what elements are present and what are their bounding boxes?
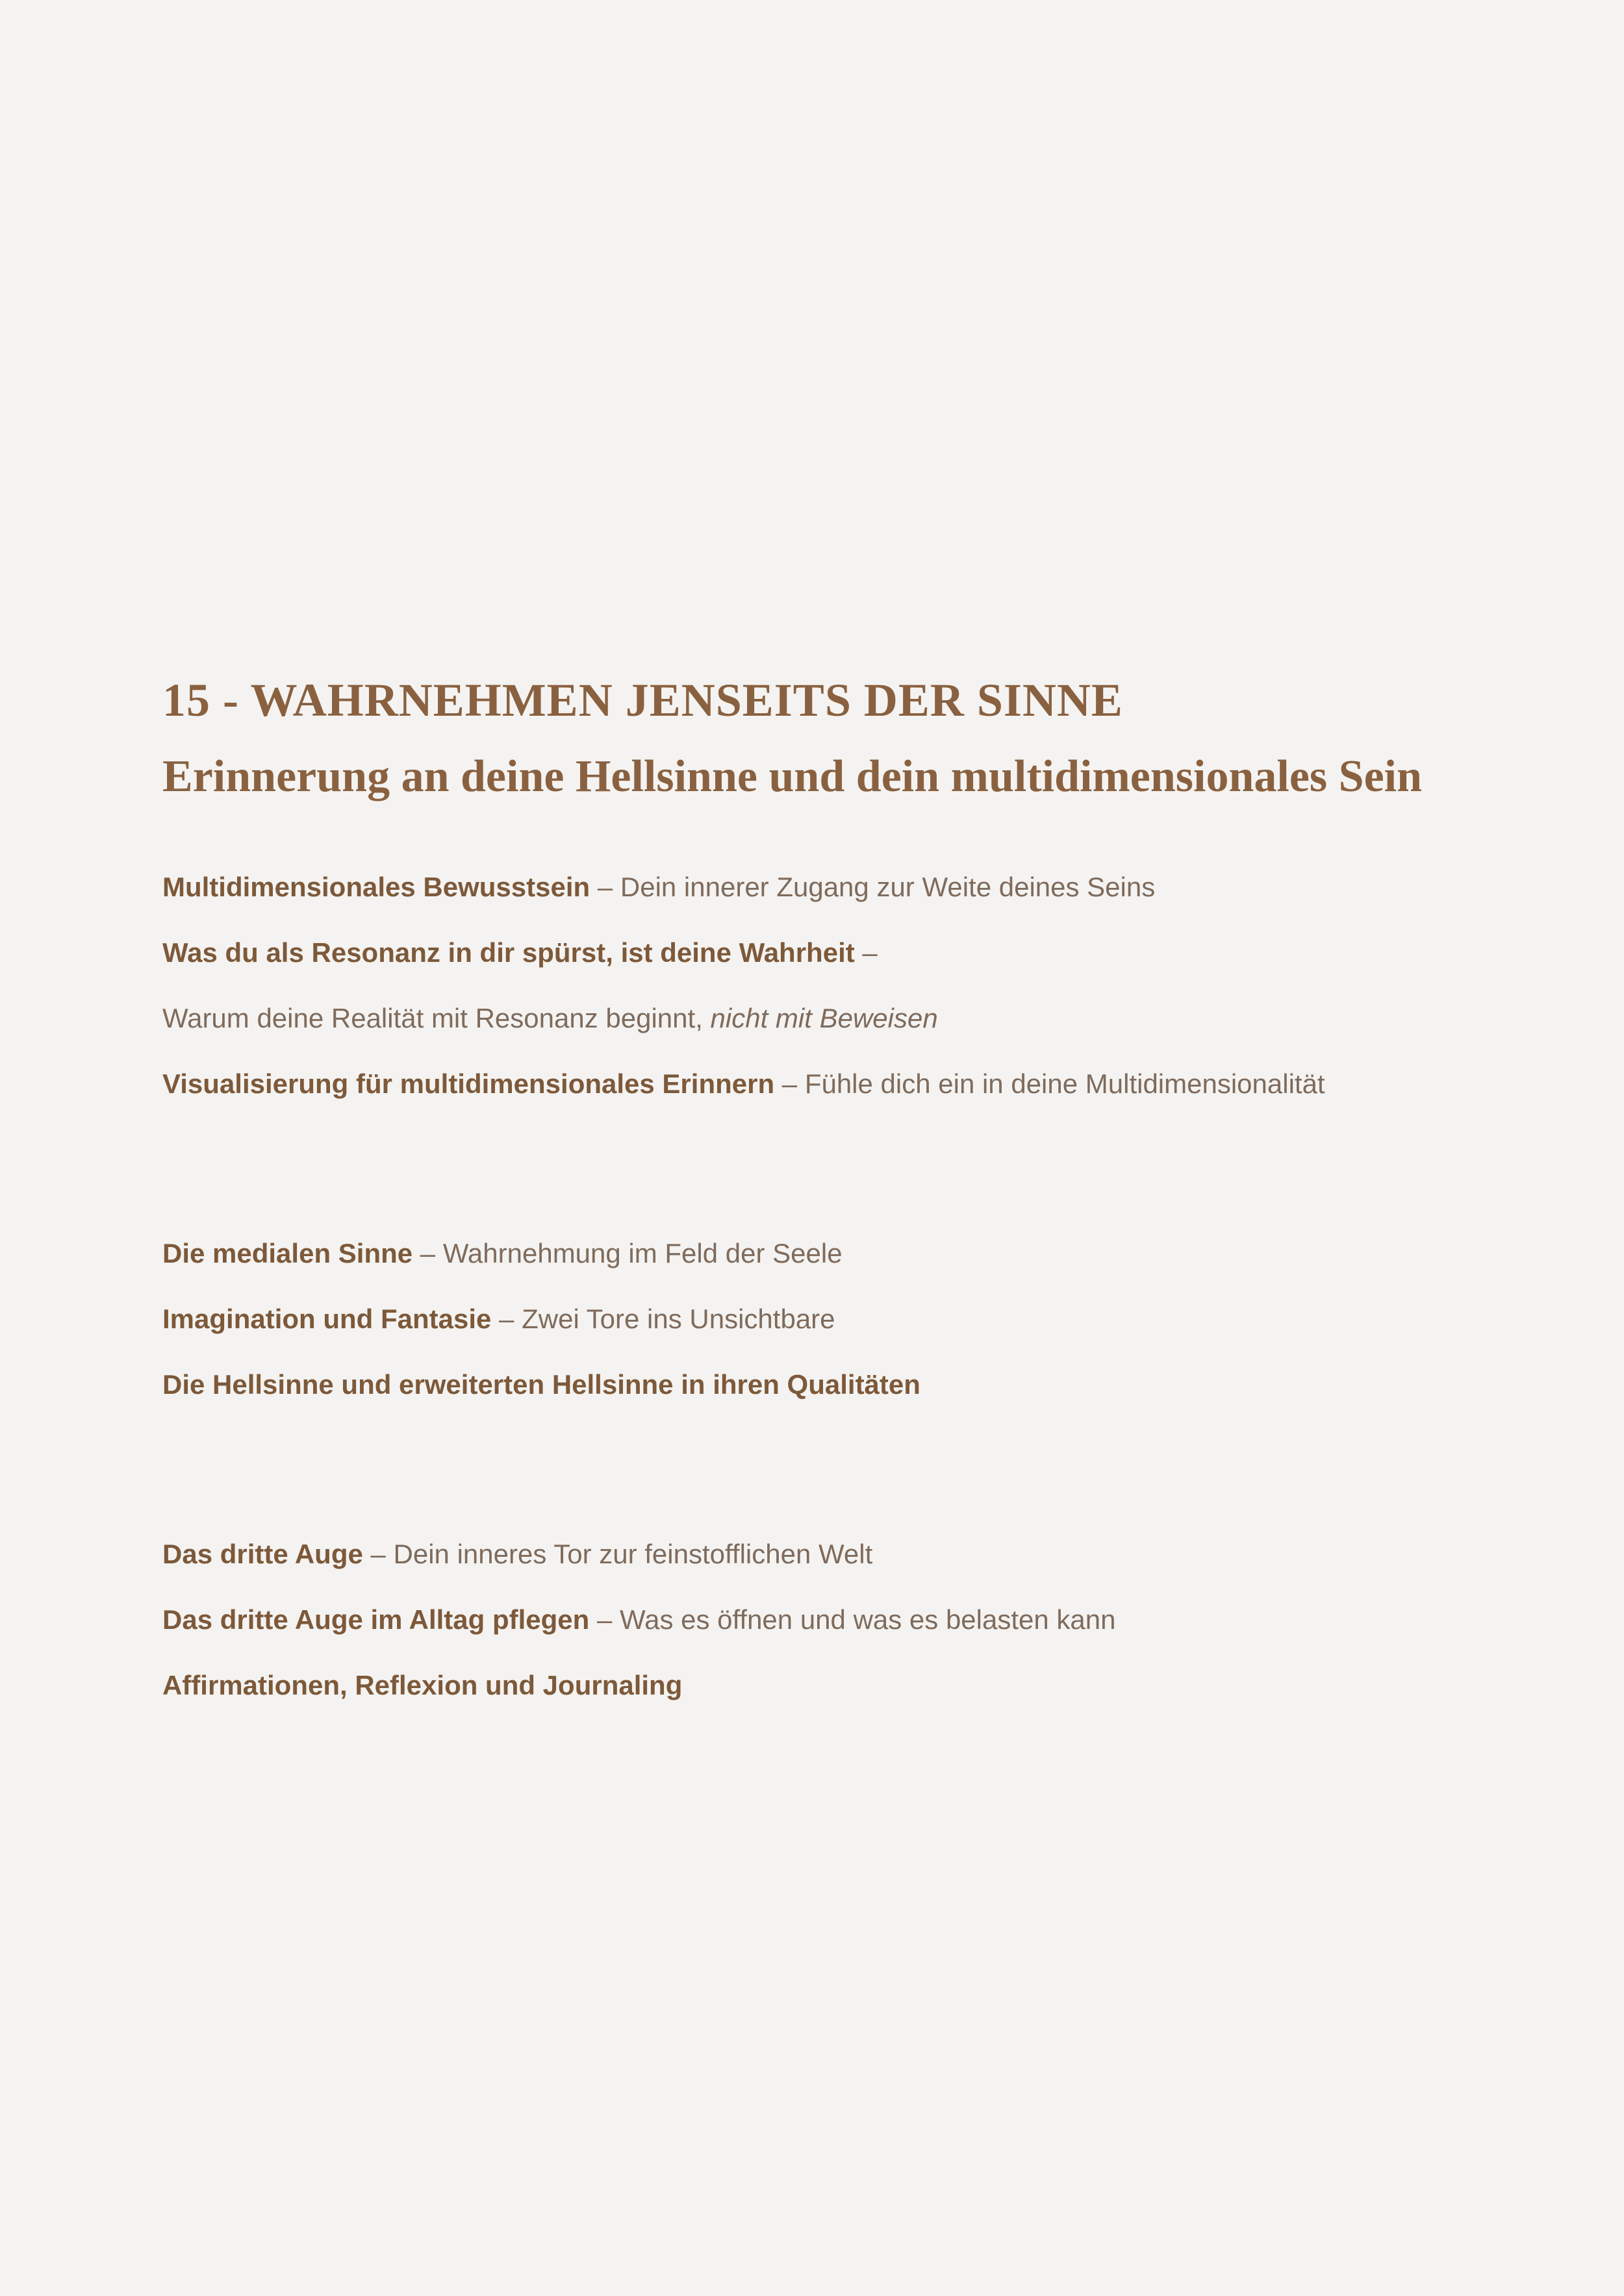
topic-heading: Was du als Resonanz in dir spürst, ist deine Wahrheit — [162, 937, 855, 968]
topic-description: Dein innerer Zugang zur Weite deines Seins — [620, 872, 1156, 902]
topic-entry — [162, 1300, 1494, 1339]
topic-description: Was es öffnen und was es belasten kann — [620, 1604, 1116, 1635]
topic-entry — [162, 1535, 1494, 1574]
topic-entry — [162, 1666, 1494, 1705]
topic-separator: – — [854, 937, 878, 968]
topic-entry — [162, 1234, 1494, 1273]
topic-description: Zwei Tore ins Unsichtbare — [522, 1304, 835, 1334]
topic-heading: Multidimensionales Bewusstsein — [162, 872, 590, 902]
topic-entry — [162, 868, 1494, 907]
topic-description: Warum deine Realität mit Resonanz beginnt, — [162, 1003, 703, 1033]
topic-description: Dein inneres Tor zur feinstofflichen Welt — [393, 1539, 873, 1569]
topic-separator: – — [774, 1068, 805, 1099]
topic-entry — [162, 933, 1494, 972]
topic-entry — [162, 1365, 1494, 1404]
topic-heading: Die Hellsinne und erweiterten Hellsinne in ihren Qualitäten — [162, 1369, 920, 1400]
topic-separator: – — [412, 1238, 443, 1268]
topic-heading: Imagination und Fantasie — [162, 1304, 492, 1334]
chapter-overview — [162, 669, 1494, 1732]
topic-separator: – — [491, 1304, 522, 1334]
chapter-title: 15 - WAHRNEHMEN JENSEITS DER SINNE — [162, 674, 1123, 726]
topic-heading: Die medialen Sinne — [162, 1238, 413, 1268]
topic-list — [162, 868, 1494, 1705]
topic-entry — [162, 999, 1494, 1038]
topic-emphasis: nicht mit Beweisen — [710, 1003, 938, 1033]
topic-heading: Affirmationen, Reflexion und Journaling — [162, 1670, 683, 1700]
topic-separator: – — [590, 872, 620, 902]
topic-description: Fühle dich ein in deine Multidimensionalität — [804, 1068, 1325, 1099]
chapter-subtitle: Erinnerung an deine Hellsinne und dein multidimensionales Sein — [162, 751, 1423, 801]
topic-separator: – — [362, 1539, 394, 1569]
topic-description: Wahrnehmung im Feld der Seele — [442, 1238, 843, 1268]
topic-heading: Das dritte Auge im Alltag pflegen — [162, 1604, 590, 1635]
topic-entry — [162, 1600, 1494, 1639]
topic-separator: – — [589, 1604, 620, 1635]
topic-entry — [162, 1065, 1494, 1104]
topic-heading: Das dritte Auge — [162, 1539, 363, 1569]
topic-heading: Visualisierung für multidimensionales Erinnern — [162, 1068, 775, 1099]
